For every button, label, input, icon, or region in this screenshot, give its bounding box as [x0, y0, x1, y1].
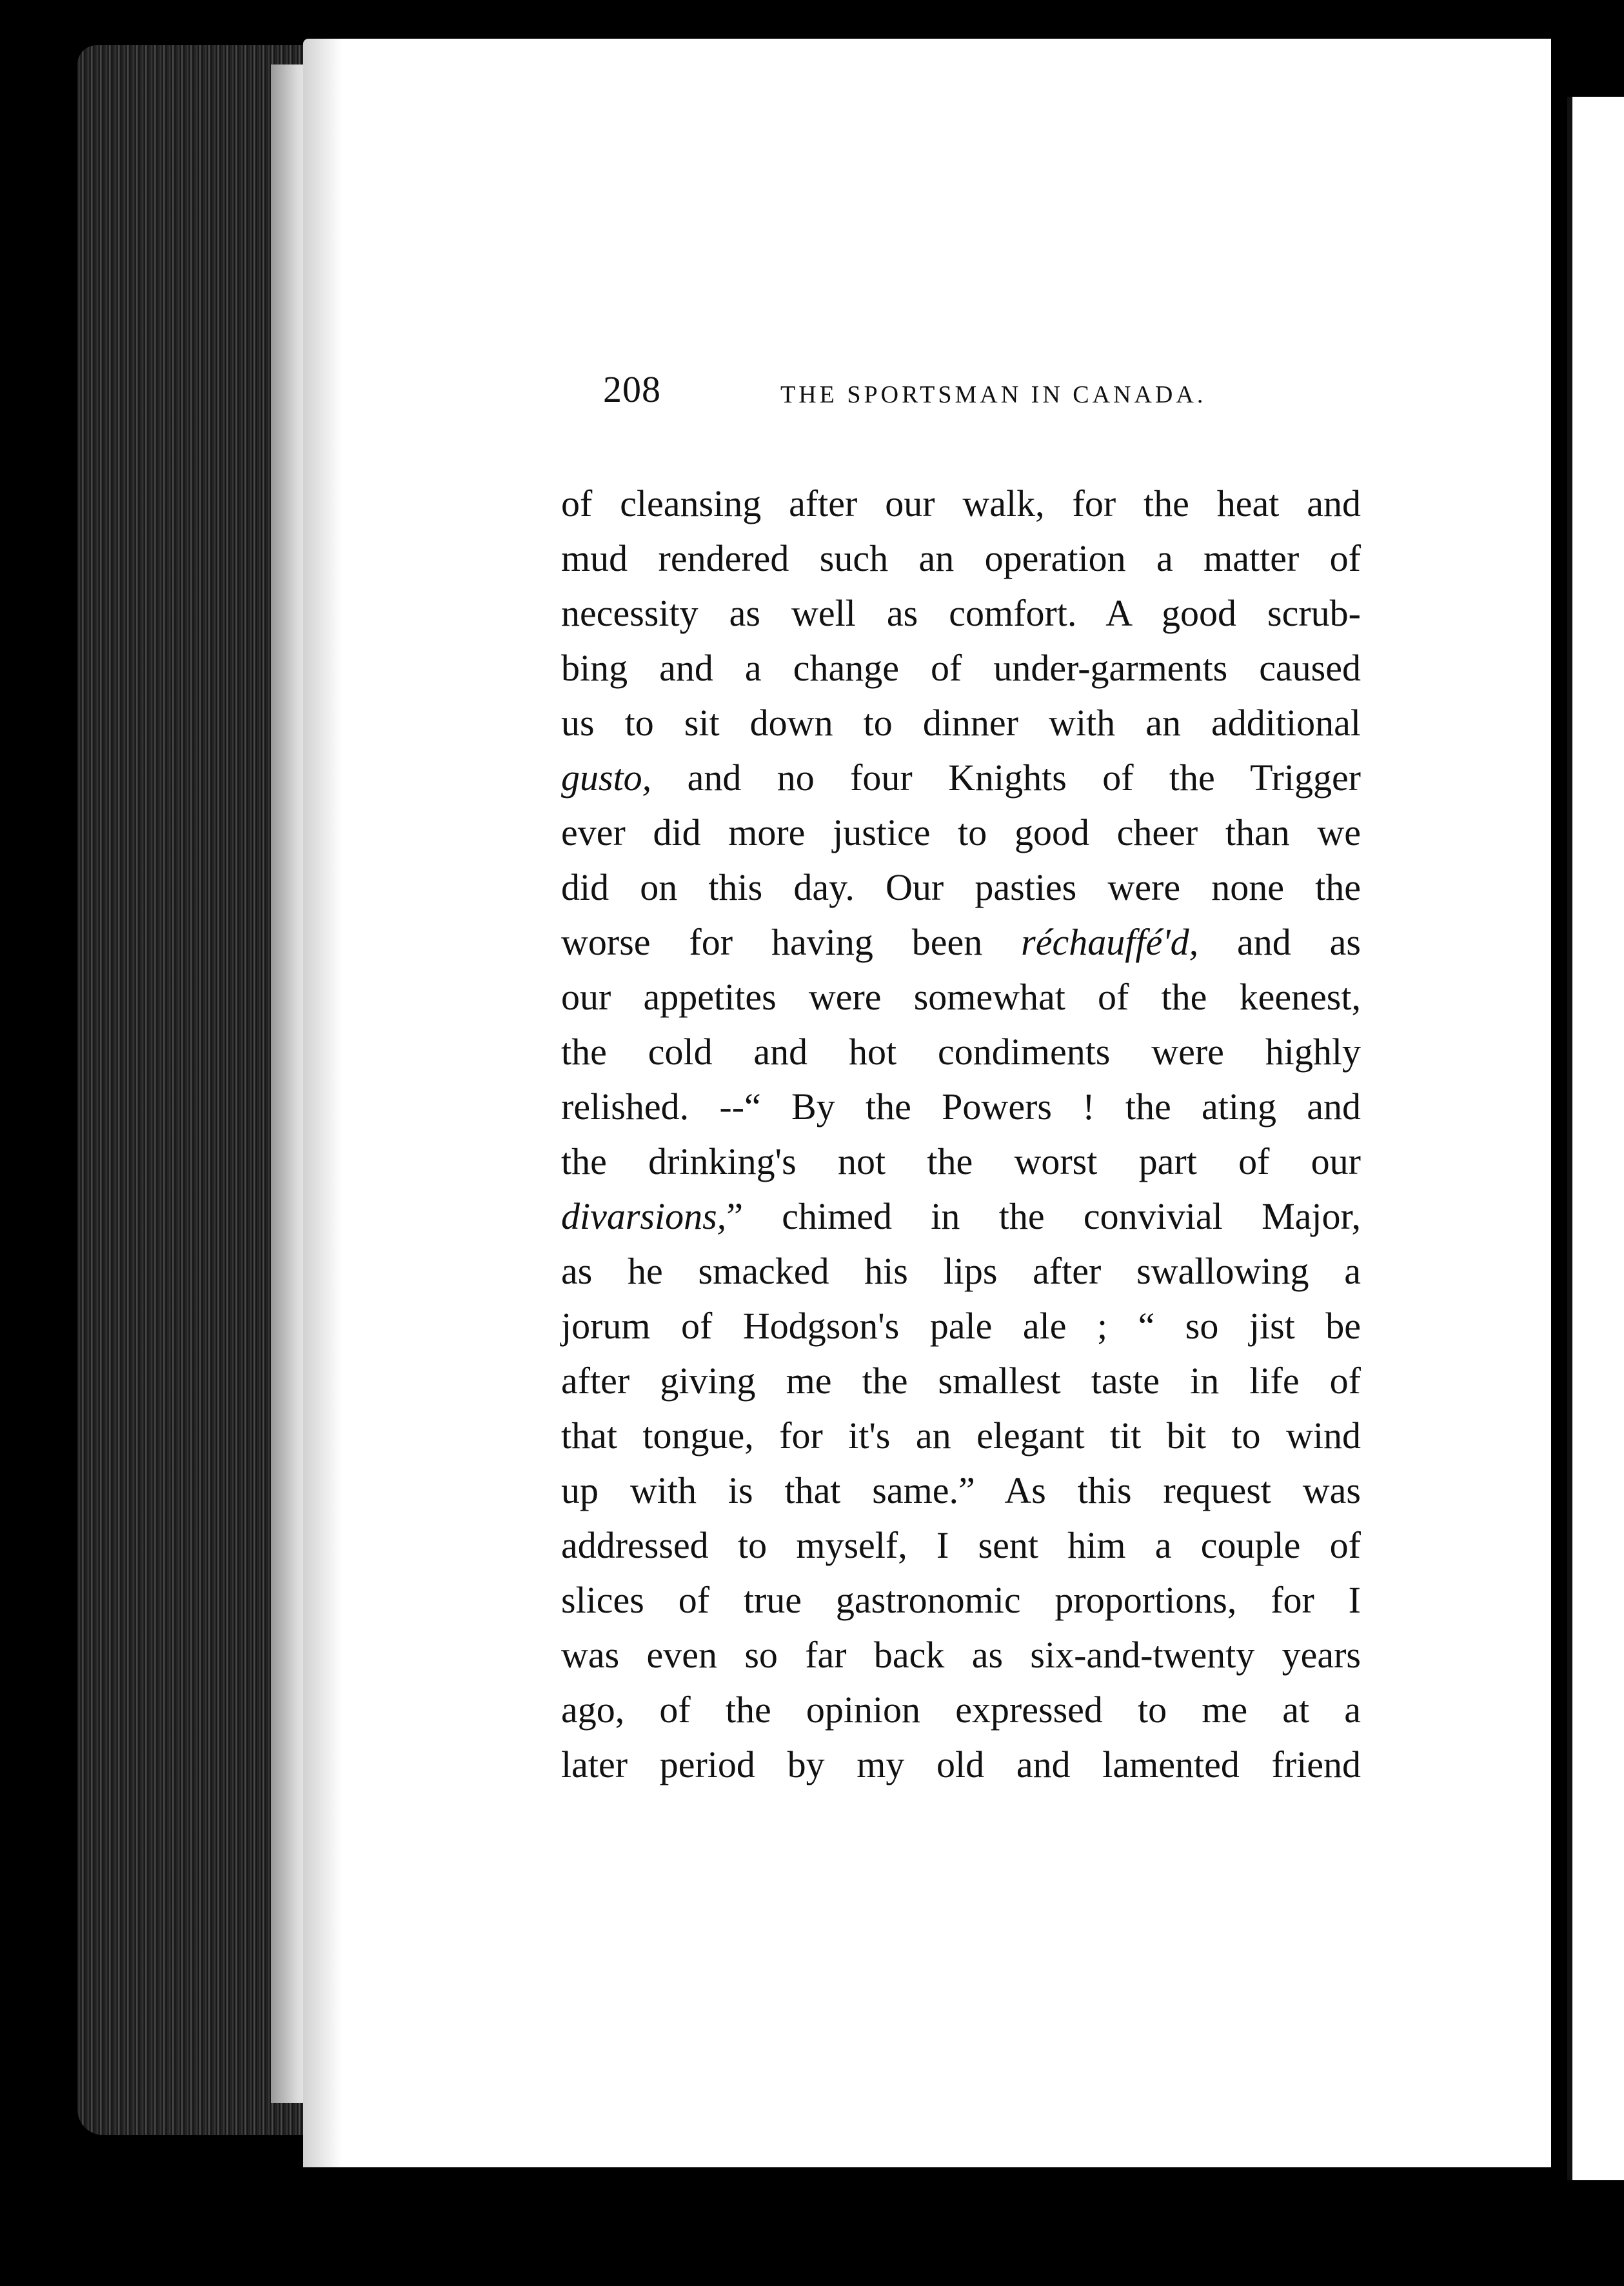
- text-line: [561, 1079, 1361, 1134]
- text-line: [561, 1408, 1361, 1463]
- page-number: 208: [603, 368, 661, 410]
- italic-text: divarsions,: [561, 1195, 727, 1237]
- text-line: [561, 1024, 1361, 1079]
- text-line: [561, 1298, 1361, 1353]
- text-line: [561, 695, 1361, 750]
- text-run: our appetites were somewhat of the keenest,: [561, 976, 1361, 1018]
- text-line: [561, 860, 1361, 915]
- text-run: slices of true gastronomic proportions, for I: [561, 1579, 1361, 1621]
- text-line: [561, 1244, 1361, 1298]
- text-line: [561, 750, 1361, 805]
- text-run: worse for having been: [561, 921, 1022, 963]
- text-line: [561, 805, 1361, 860]
- text-line: [561, 586, 1361, 641]
- text-run: of cleansing after our walk, for the heat and: [561, 482, 1361, 524]
- text-line: [561, 915, 1361, 969]
- text-run: and as: [1198, 921, 1361, 963]
- text-line: [561, 1353, 1361, 1408]
- text-run: ago, of the opinion expressed to me at a: [561, 1689, 1361, 1731]
- text-line: [561, 1573, 1361, 1627]
- text-line: [561, 641, 1361, 695]
- text-line: [561, 1737, 1361, 1792]
- text-run: ” chimed in the convivial Major,: [726, 1195, 1361, 1237]
- text-run: the drinking's not the worst part of our: [561, 1140, 1361, 1182]
- text-line: [561, 1189, 1361, 1244]
- running-head: THE SPORTSMAN IN CANADA.: [780, 381, 1207, 408]
- text-run: did on this day. Our pasties were none the: [561, 866, 1361, 908]
- text-run: later period by my old and lamented friend: [561, 1744, 1361, 1785]
- text-run: and no four Knights of the Trigger: [651, 757, 1361, 799]
- text-run: after giving me the smallest taste in life of: [561, 1360, 1361, 1402]
- page-gutter-shadow: [303, 39, 342, 2167]
- page-header: [603, 368, 1280, 426]
- text-line: [561, 476, 1361, 531]
- text-run: bing and a change of under-garments caused: [561, 647, 1361, 689]
- text-line: [561, 1518, 1361, 1573]
- text-run: the cold and hot condiments were highly: [561, 1031, 1361, 1073]
- facing-page-edge: [1567, 97, 1624, 2180]
- text-line: [561, 1463, 1361, 1518]
- text-run: that tongue, for it's an elegant tit bit to wind: [561, 1415, 1361, 1456]
- text-run: necessity as well as comfort. A good scrub-: [561, 592, 1361, 634]
- text-run: mud rendered such an operation a matter of: [561, 537, 1361, 579]
- text-run: was even so far back as six-and-twenty years: [561, 1634, 1361, 1676]
- text-line: [561, 1682, 1361, 1737]
- text-run: up with is that same.” As this request was: [561, 1469, 1361, 1511]
- text-line: [561, 1627, 1361, 1682]
- italic-text: gusto,: [561, 757, 652, 799]
- text-line: [561, 1134, 1361, 1189]
- text-run: as he smacked his lips after swallowing a: [561, 1250, 1361, 1292]
- text-run: jorum of Hodgson's pale ale ; “ so jist be: [561, 1305, 1361, 1347]
- body-text: [561, 476, 1361, 1792]
- italic-text: réchauffé'd,: [1021, 921, 1199, 963]
- text-run: relished. --“ By the Powers ! the ating and: [561, 1086, 1361, 1128]
- text-line: [561, 969, 1361, 1024]
- text-run: ever did more justice to good cheer than we: [561, 811, 1361, 853]
- text-run: us to sit down to dinner with an additional: [561, 702, 1361, 744]
- text-run: addressed to myself, I sent him a couple of: [561, 1524, 1361, 1566]
- text-line: [561, 531, 1361, 586]
